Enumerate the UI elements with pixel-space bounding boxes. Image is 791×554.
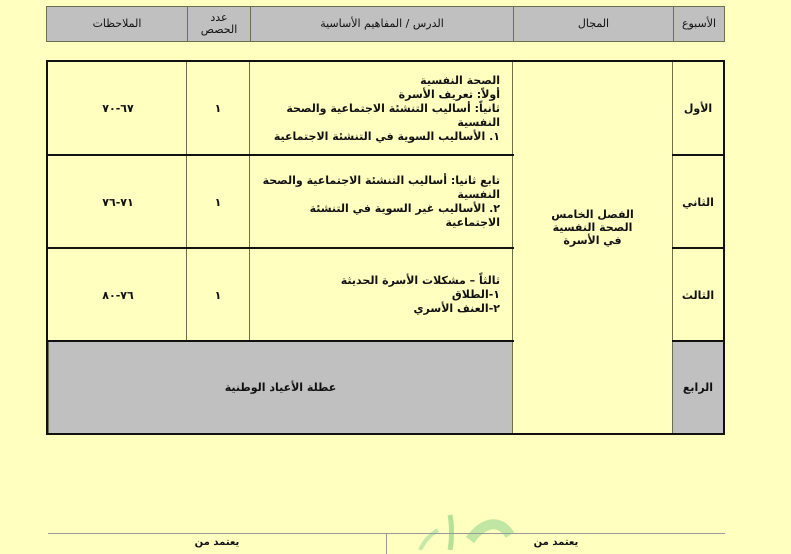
approval-footer [48, 533, 725, 554]
schedule-table [46, 60, 725, 435]
lesson-1 [249, 62, 512, 155]
lesson-2-line: تابع ثانيا: أساليب التنشئة الاجتماعية والصحة النفسية [262, 174, 500, 201]
domain-cell [512, 62, 672, 433]
notes-3: ٧٦-٨٠ [102, 288, 134, 302]
lesson-2-line: ٢. الأساليب غير السوية في التنشئة الاجتماعية [309, 202, 500, 229]
count-2: ١ [186, 156, 249, 248]
week-2: الثاني [672, 156, 723, 248]
count-3: ١ [186, 249, 249, 341]
week-1: الأول [672, 62, 723, 155]
header-domain: المجال [513, 7, 673, 41]
domain-line3: في الأسرة [563, 234, 622, 247]
domain-line2: الصحة النفسية [552, 221, 633, 234]
lesson-3-line: ٢-العنف الأسري [413, 302, 500, 315]
lesson-1-line: ثانياً: أساليب التنشئة الاجتماعية والصحة النفسية [286, 101, 500, 129]
holiday-cell: عطلة الأعياد الوطنية [48, 342, 512, 433]
week-4: الرابع [672, 342, 723, 433]
header-lesson: الدرس / المفاهيم الأساسية [250, 7, 513, 41]
header-count-line2: الحصص [200, 23, 238, 36]
header-count-line1: عدد [210, 11, 228, 24]
notes-1: ٦٧-٧٠ [102, 102, 134, 115]
lesson-1-line: أولاً: تعريف الأسرة [398, 87, 500, 101]
approval-right: يعتمد من [386, 534, 725, 554]
lesson-3-line: ١-الطلاق [451, 288, 500, 301]
lesson-2 [249, 156, 512, 248]
header-count [187, 7, 250, 41]
header-notes: الملاحظات [92, 17, 142, 30]
lesson-1-line: ١. الأساليب السوية في التنشئة الاجتماعية [273, 129, 500, 143]
lesson-3 [249, 249, 512, 341]
notes-2: ٧١-٧٦ [102, 195, 134, 209]
lesson-3-line: ثالثاً – مشكلات الأسرة الحديثة [340, 274, 500, 287]
header-row [46, 6, 725, 42]
count-1: ١ [186, 62, 249, 155]
header-week: الأسبوع [673, 7, 724, 41]
lesson-1-line: الصحة النفسية [420, 73, 500, 87]
week-3: الثالث [672, 249, 723, 341]
approval-left: يعتمد من [194, 537, 240, 548]
domain-line1: الفصل الخامس [551, 208, 634, 221]
